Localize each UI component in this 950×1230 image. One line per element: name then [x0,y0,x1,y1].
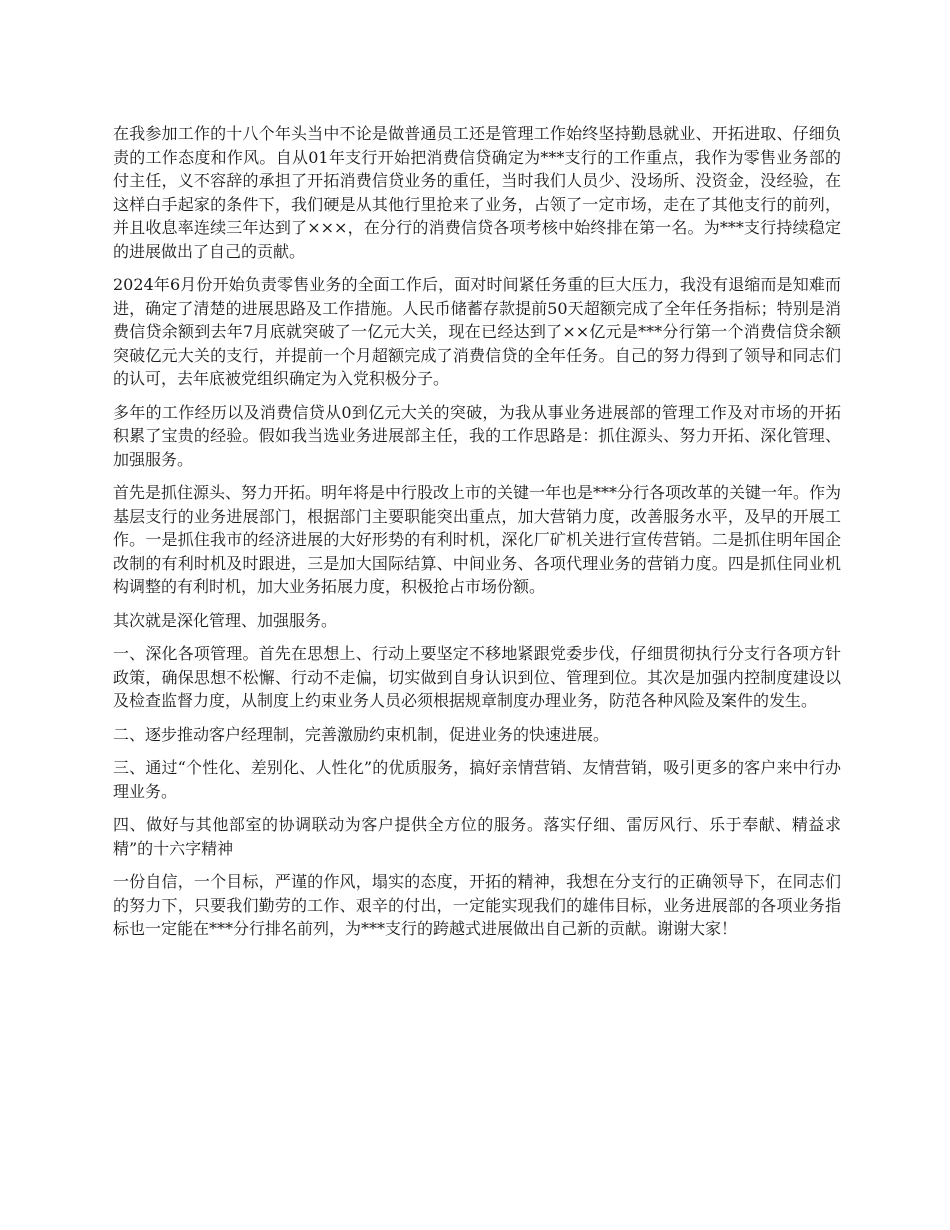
paragraph-experience: 多年的工作经历以及消费信贷从0到亿元大关的突破，为我从事业务进展部的管理工作及对市场的开拓积累了宝贵的经验。假如我当选业务进展部主任，我的工作思路是：抓住源头、努力开拓、深化管理、加强服务。 [113,402,841,469]
paragraph-intro: 在我参加工作的十八个年头当中不论是做普通员工还是管理工作始终坚持勤恳就业、开拓进取、仔细负责的工作态度和作风。自从01年支行开始把消费信贷确定为***支行的工作重点，我作为零售业务部的付主任，义不容辞的承担了开拓消费信贷业务的重任，当时我们人员少、没场所、没资金，没经验，在这样白手起家的条件下，我们硬是从其他行里抢来了业务，占领了一定市场，走在了其他支行的前列，并且收息率连续三年达到了×××，在分行的消费信贷各项考核中始终排在第一名。为***支行持续稳定的进展做出了自己的贡献。 [113,124,841,261]
paragraph-closing: 一份自信，一个目标，严谨的作风，塌实的态度，开拓的精神，我想在分支行的正确领导下，在同志们的努力下，只要我们勤劳的工作、艰辛的付出，一定能实现我们的雄伟目标，业务进展部的各项业务指标也一定能在***分行排名前列，为***支行的跨越式进展做出自己新的贡献。谢谢大家！ [113,872,841,938]
paragraph-point-one: 一、深化各项管理。首先在思想上、行动上要坚定不移地紧跟党委步伐，仔细贯彻执行分支行各项方针政策，确保思想不松懈、行动不走偏，切实做到自身认识到位、管理到位。其次是加强内控制度建设以及检查监督力度，从制度上约束业务人员必须根据规章制度办理业务，防范各种风险及案件的发生。 [113,644,841,710]
paragraph-point-two: 二、逐步推动客户经理制，完善激励约束机制，促进业务的快速进展。 [113,724,610,744]
paragraph-point-three: 三、通过“个性化、差别化、人性化”的优质服务，搞好亲情营销、友情营销，吸引更多的客户来中行办理业务。 [113,758,841,801]
paragraph-achievements: 2024年6月份开始负责零售业务的全面工作后，面对时间紧任务重的巨大压力，我没有退缩而是知难而进，确定了清楚的进展思路及工作措施。人民币储蓄存款提前50天超额完成了全年任务指标；特别是消费信贷余额到去年7月底就突破了一亿元大关，现在已经达到了××亿元是***分行第一个消费信贷余额突破亿元大关的支行，并提前一个月超额完成了消费信贷的全年任务。自己的努力得到了领导和同志们的认可，去年底被党组织确定为入党积极分子。 [113,275,841,388]
paragraph-point-four: 四、做好与其他部室的协调联动为客户提供全方位的服务。落实仔细、雷厉风行、乐于奉献、精益求精”的十六字精神 [113,815,841,858]
paragraph-first-strategy: 首先是抓住源头、努力开拓。明年将是中行股改上市的关键一年也是***分行各项改革的关键一年。作为基层支行的业务进展部门，根据部门主要职能突出重点，加大营销力度，改善服务水平，及早的开展工作。一是抓住我市的经济进展的大好形势的有利时机，深化厂矿机关进行宣传营销。二是抓住明年国企改制的有利时机及时跟进，三是加大国际结算、中间业务、各项代理业务的营销力度。四是抓住同业机构调整的有利时机，加大业务拓展力度，积极抢占市场份额。 [113,483,842,596]
document-body [113,122,841,951]
paragraph-second-strategy: 其次就是深化管理、加强服务。 [113,610,338,630]
